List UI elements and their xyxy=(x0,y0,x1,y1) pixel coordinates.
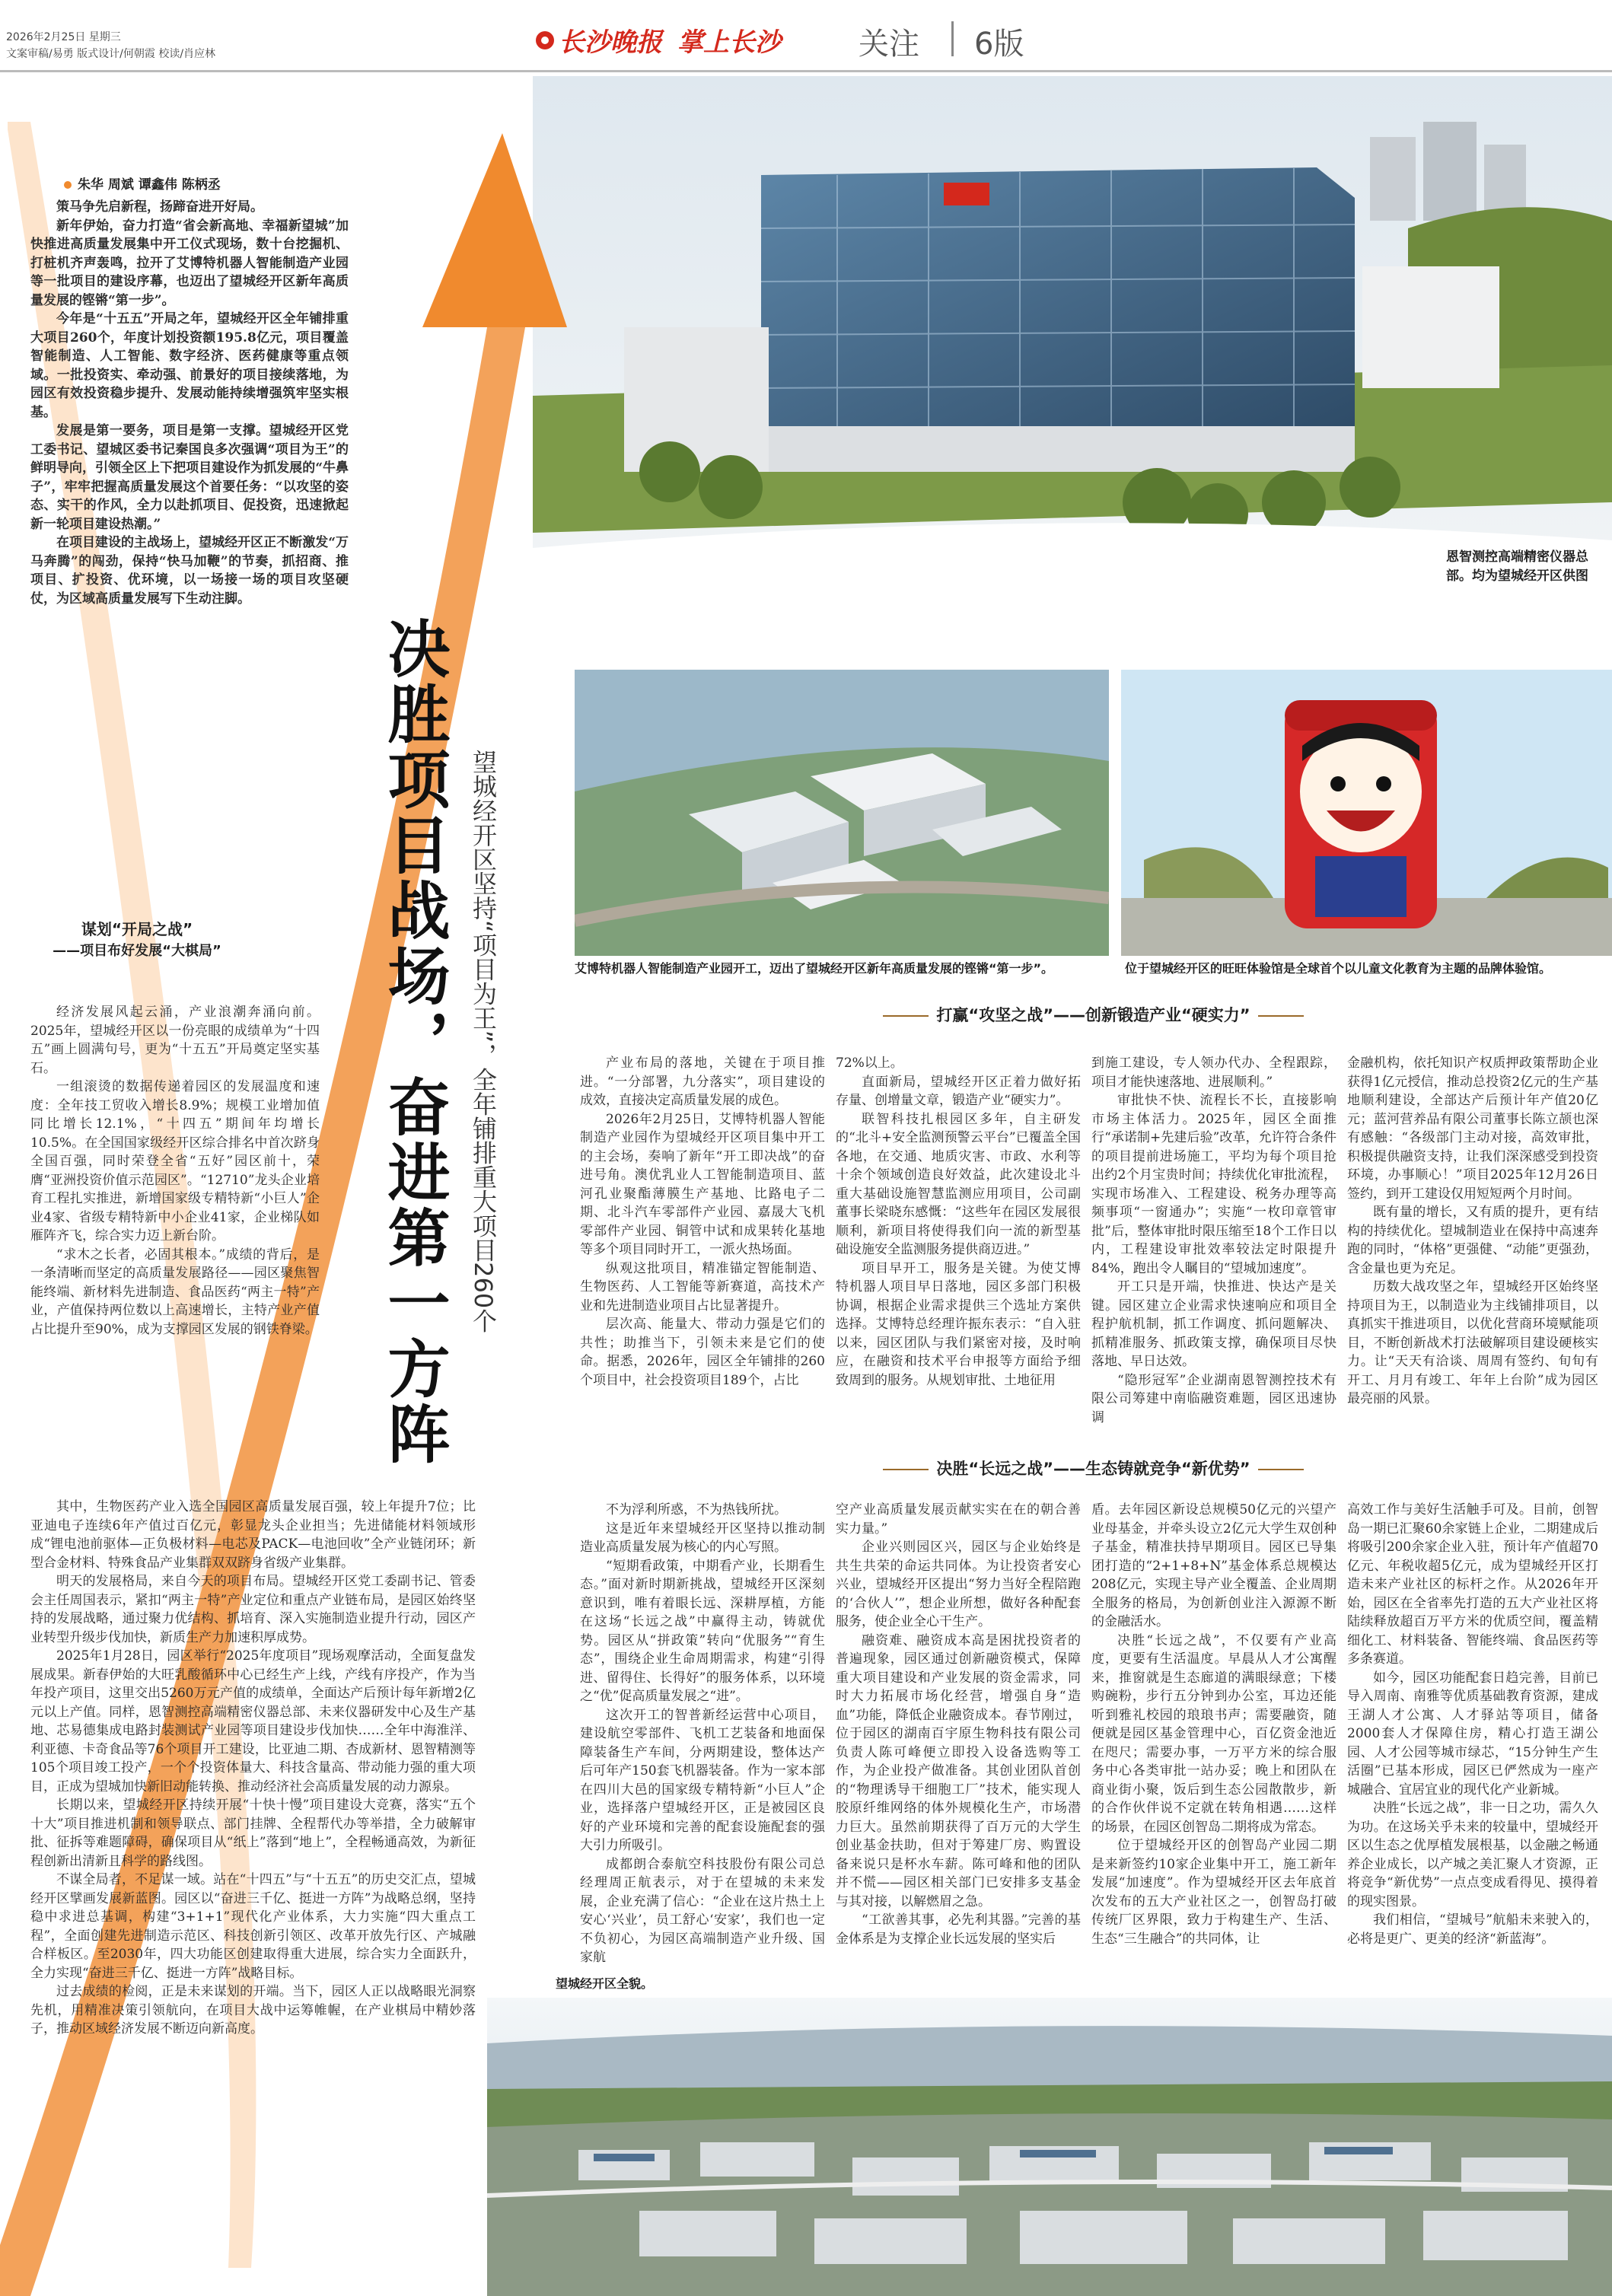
section2-paragraph: 项目早开工，服务是关键。为使艾博特机器人项目早日落地，园区多部门积极协调，根据企业需求提供三个选址方案供选择。艾博特总经理许振东表示：“自入驻以来，园区团队与我们紧密对接，及时响应，在融资和技术平台申报等方面给予细致周到的服务。从规划审批、土地征用 xyxy=(836,1260,1081,1388)
brand-app-name: 掌上长沙 xyxy=(677,27,781,58)
section3-paragraph: 如今，园区功能配套日趋完善，目前已导入周南、南雅等优质基础教育资源，建成王湖人才公寓、人才驿站等项目，储备2000套人才保障住房，精心打造王湖公园、人才公园等城市绿芯，“15分钟生产生活圈”已基本形成，园区已俨然成为一座产城融合、宜居宜业的现代化产业新城。 xyxy=(1347,1670,1598,1798)
section3-column xyxy=(1347,1501,1598,1948)
section3-paragraph: 决胜“长远之战”，不仅要有产业高度，更要有生活温度。早晨从人才公寓醒来，推窗就是生态廊道的满眼绿意；下楼购碗粉，步行五分钟到办公室，耳边还能听到雅礼校园的琅琅书声；需要融资，随便就是园区基金管理中心，百亿资金池近在咫尺；需要办事，一万平方米的综合服务中心各类审批一站办妥；晚上和团队在商业街小聚，饭后到生态公园散散步，新的合作伙伴说不定就在转角相遇……这样的场景，在园区创智岛二期将成为常态。 xyxy=(1091,1632,1336,1835)
intro-paragraph: 发展是第一要务，项目是第一支撑。望城经开区党工委书记、望城区委书记秦国良多次强调“项目为王”的鲜明导向，引领全区上下把项目建设作为抓发展的“牛鼻子”，牢牢把握高质量发展这个首要任务：“以攻坚的姿态、实干的作风，全力以赴抓项目、促投资，迅速掀起新一轮项目建设热潮。” xyxy=(30,423,349,532)
photo-caption-wangwang: 位于望城经开区的旺旺体验馆是全球首个以儿童文化教育为主题的品牌体验馆。 xyxy=(1125,961,1552,976)
section3-paragraph: 决胜“长远之战”，非一日之功，需久久为功。在这场关乎未来的较量中，望城经开区以生态之优厚植发展根基，以金融之畅通养企业成长，以产城之美汇聚人才资源，正将竞争“新优势”一点点变成看得见、摸得着的现实图景。 xyxy=(1347,1801,1598,1909)
section3-paragraph: 空产业高质量发展贡献实实在在的朝合善实力量。” xyxy=(836,1502,1081,1537)
section2-paragraph: “隐形冠军”企业湖南恩智测控技术有限公司筹建中南临融资难题，园区迅速协调 xyxy=(1091,1372,1336,1425)
masthead-rule xyxy=(0,70,1612,72)
section2-paragraph: 层次高、能量大、带动力强是它们的共性；助推当下，引领未来是它们的使命。据悉，2026年，园区全年铺排的260个项目中，社会投资项目189个，占比 xyxy=(580,1317,825,1388)
intro-paragraph: 新年伊始，奋力打造“省会新高地、幸福新望城”加快推进高质量发展集中开工仪式现场，数十台挖掘机、打桩机齐声轰鸣，拉开了艾博特机器人智能制造产业园等一批项目的建设序幕，也迈出了望城经开区新年高质量发展的铿锵“第一步”。 xyxy=(30,218,349,308)
section2-paragraph: 2026年2月25日，艾博特机器人智能制造产业园作为望城经开区项目集中开工的主会场，奏响了新年“开工即决战”的奋进号角。澳优乳业人工智能制造项目、蓝河孔业聚酯薄膜生产基地、比路电子二期、北斗汽车零部件产业园、嘉晟大飞机零部件产业园、铜管中试和成果转化基地等多个项目同时开工，一派火热场面。 xyxy=(580,1111,825,1257)
brand-logo xyxy=(534,21,781,59)
byline xyxy=(64,174,221,193)
section2-paragraph: 纵观这批项目，精准锚定智能制造、生物医药、人工智能等新赛道，高技术产业和先进制造业项目占比显著提升。 xyxy=(580,1260,825,1314)
aerial-city-icon xyxy=(487,1998,1612,2296)
section3-column xyxy=(1091,1501,1336,1948)
section3-paragraph: “短期看政策，中期看产业，长期看生态。”面对新时期新挑战，望城经开区深刻意识到，唯有着眼长远、深耕厚植，方能在这场“长远之战”中赢得主动，铸就优势。园区从“拼政策”转向“优服务”“育生态”，围绕企业生命周期需求，构建“引得进、留得住、长得好”的服务体系，以环境之“优”促高质量发展之“进”。 xyxy=(580,1558,825,1704)
section2-paragraph: 审批快不快、流程长不长，直接影响市场主体活力。2025年，园区全面推行“承诺制+先建后验”改革，允许符合条件的项目提前进场施工，平均为每个项目抢出约2个月宝贵时间；持续优化审批流程，实现市场准入、工程建设、税务办理等高频事项“一窗通办”；实施“一枚印章管审批”后，整体审批时限压缩至18个工作日以内，工程建设审批效率较法定时限提升84%，跑出令人瞩目的“望城加速度”。 xyxy=(1091,1093,1336,1276)
photo-caption-aerial: 望城经开区全貌。 xyxy=(556,1976,654,1991)
section2-paragraph: 产业布局的落地，关键在于项目推进。“一分部署，九分落实”，项目建设的成效，直接决定高质量发展的成色。 xyxy=(580,1056,825,1108)
section3-paragraph: 这是近年来望城经开区坚持以推动制造业高质量发展为核心的内心写照。 xyxy=(580,1521,825,1555)
section2-column xyxy=(1347,1054,1598,1409)
section3-paragraph: 位于望城经开区的创智岛产业园二期是来新签约10家企业集中开工，施工新年发展“加速度”。作为望城经开区去年底首次发布的五大产业社区之一，创智岛打破传统厂区界限，致力于构建生产、生活、生态“三生融合”的共同体，让 xyxy=(1091,1838,1336,1947)
section2-column xyxy=(580,1054,825,1390)
section2-paragraph: 直面新局，望城经开区正着力做好拓存量、创增量文章，锻造产业“硬实力”。 xyxy=(836,1074,1081,1108)
photo-caption-robot-park: 艾博特机器人智能制造产业园开工，迈出了望城经开区新年高质量发展的铿锵“第一步”。 xyxy=(575,961,1054,976)
section2-heading xyxy=(575,1003,1612,1026)
section3-paragraph: 融资难、融资成本高是困扰投资者的普遍现象，园区通过创新融资模式，保障重大项目建设和产业发展的资金需求，同时大力拓展市场化经营，增强自身“造血”功能，降低企业融资成本。春节刚过，位于园区的湖南百宇原生物科技有限公司负责人陈可峰便立即投入设备选购等工作，为企业投产做准备。其创业团队首创的“物理诱导干细胞工厂”技术，能实现人胶原纤维网络的体外规模化生产，市场潜力巨大。虽然前期获得了百万元的大学生创业基金扶助，但对于筹建厂房、购置设备来说只是杯水车薪。陈可峰和他的团队并不慌——园区相关部门已安排多支基金与其对接，以解燃眉之急。 xyxy=(836,1632,1081,1909)
page-number: 6版 xyxy=(974,27,1024,62)
section3-rule-right xyxy=(1258,1469,1304,1470)
section1-paragraph: 其中，生物医药产业入选全国园区高质量发展百强，较上年提升7位；比亚迪电子连续6年产值过百亿元，彰显龙头企业担当；先进储能材料领域形成“锂电池前驱体—正负极材料—电芯及PACK—电池回收”全产业链闭环；新型合金材料、特殊食品产业集群双双跻身省级产业集群。 xyxy=(30,1499,476,1571)
section1-paragraph: “求木之长者，必固其根本。”成绩的背后，是一条清晰而坚定的高质量发展路径——园区聚焦智能终端、新材料先进制造、食品医药“两主一特”产业，产值保持两位数以上高速增长，主特产业产值占比提升至90%，成为支撑园区发展的钢铁脊梁。 xyxy=(30,1247,320,1337)
section1-body xyxy=(30,1003,320,1339)
section2-column xyxy=(836,1054,1081,1390)
main-title: 决胜项目战场，奋进第一方阵 xyxy=(378,616,450,1467)
section3-paragraph: 高效工作与美好生活触手可及。目前，创智岛一期已汇聚60余家链上企业，二期建成后将吸引200余家企业入驻，预计年产值超70亿元、年税收超5亿元，成为望城经开区打造未来产业社区的标杆之作。从2026年开始，园区在全省率先打造的五大产业社区将陆续释放超百万平方米的优质空间，覆盖精细化工、材料装备、智能终端、食品医药等多条赛道。 xyxy=(1347,1502,1598,1667)
section1-title: 谋划“开局之战” xyxy=(81,920,193,938)
brand-name: 长沙晚报 xyxy=(559,27,662,58)
section1-paragraph: 2025年1月28日，园区举行“2025年度项目”现场观摩活动，全面复盘发展成果。新春伊始的大旺乳酸循环中心已经生产上线，产线有序投产，作为当年投产项目，这里交出5260万元产值的成绩单，全面达产后预计每年新增2亿元以上产值。同样，恩智测控高端精密仪器总部、未来仪器研发中心及生产基地、芯易德集成电路封装测试产业园等项目建设步伐加快……全年中海淮洋、利亚德、卡奇食品等76个项目开工建设，比亚迪二期、杏成新材、恩智精测等105个项目竣工投产，一个个投资体量大、科技含量高、带动能力强的重大项目，正成为望城加快新旧动能转换、推动经济社会高质量发展的动力源泉。 xyxy=(30,1648,476,1794)
section1-paragraph: 不谋全局者，不足谋一域。站在“十四五”与“十五五”的历史交汇点，望城经开区擘画发展新蓝图。园区以“奋进三千亿、挺进一方阵”为战略总纲，坚持稳中求进总基调，构建“3+1+1”现代化产业体系，大力实施“四大重点工程”，全面创建先进制造示范区、科技创新引领区、改革开放先行区、产城融合样板区。至2030年，四大功能区创建取得重大进展，综合实力全面跃升，全力实现“奋进三千亿、挺进一方阵”战略目标。 xyxy=(30,1872,476,1981)
section3-paragraph: 这次开工的智普新经运营中心项目，建设航空零部件、飞机工艺装备和地面保障装备生产车间，分两期建设，整体达产后可年产150套飞机器装备。作为一家本部在四川大邑的国家级专精特新“小巨人”企业，选择落户望城经开区，正是被园区良好的产业环境和完善的配套设施配套的强大引力所吸引。 xyxy=(580,1707,825,1853)
section1-paragraph: 过去成绩的检阅，正是未来谋划的开端。当下，园区人正以战略眼光洞察先机，用精准决策引领航向，在项目大战中运筹帷幄，在产业棋局中精妙落子，推动区域经济发展不断迈向新高度。 xyxy=(30,1984,476,2036)
section1-paragraph: 一组滚烫的数据传递着园区的发展温度和速度：全年技工贸收入增长8.9%；规模工业增加值同比增长12.1%，“十四五”期间年均增长10.5%。在全国国家级经开区综合排名中首次跻身全国百强，同时荣登全省“五好”园区前十，荣膺“亚洲投资价值示范园区”。“12710”龙头企业培育工程扎实推进，新增国家级专精特新“小巨人”企业4家、省级专精特新中小企业41家，企业梯队如雁阵齐飞，综合实力迈上新台阶。 xyxy=(30,1079,320,1244)
editors-line: 文案审稿/易勇 版式设计/何朝霞 校读/肖应林 xyxy=(6,48,216,60)
section2-paragraph: 既有量的增长，又有质的提升，更有结构的持续优化。望城制造业在保持中高速奔跑的同时，“体格”更强健、“动能”更强劲，含金量也更为充足。 xyxy=(1347,1205,1598,1276)
section3-title: 决胜“长远之战”——生态铸就竞争“新优势” xyxy=(936,1460,1250,1478)
wangwang-museum-photo xyxy=(1121,670,1612,956)
section3-paragraph: 成都朗合泰航空科技股份有限公司总经理周正航表示，对于在望城的未来发展，企业充满了信心：“企业在这片热土上安心‘兴业’，员工舒心‘安家’，我们也一定不负初心，为园区高端制造产业升级、国家航 xyxy=(580,1856,825,1965)
section2-column xyxy=(1091,1054,1336,1427)
aerial-view-photo xyxy=(487,1998,1612,2296)
section3-heading xyxy=(575,1457,1612,1479)
section2-paragraph: 金融机构，依托知识产权质押政策帮助企业获得1亿元授信，推动总投资2亿元的生产基地顺利建设，全部达产后预计年产值20亿元；蓝河营养品有限公司董事长陈立颉也深有感触：“各级部门主动对接，高效审批，积极提供融资支持，让我们深深感受到投资环境，办事顺心！”项目2025年12月26日签约，到开工建设仅用短短两个月时间。 xyxy=(1347,1056,1598,1202)
section3-paragraph: 企业兴则园区兴，园区与企业始终是共生共荣的命运共同体。为让投资者安心兴业，望城经开区提出“努力当好全程陪跑的‘合伙人’”，想企业所想，做好各种配套服务，使企业全心干生产。 xyxy=(836,1540,1081,1629)
wangwang-mascot-icon xyxy=(1121,670,1612,956)
section3-column xyxy=(580,1501,825,1967)
section2-paragraph: 72%以上。 xyxy=(836,1056,903,1071)
section2-paragraph: 到施工建设，专人领办代办、全程跟踪，项目才能快速落地、进展顺利。” xyxy=(1091,1056,1336,1090)
section3-paragraph: 不为浮利所惑，不为热钱所扰。 xyxy=(606,1502,787,1517)
photo-caption-headquarters: 恩智测控高端精密仪器总部。均为望城经开区供图 xyxy=(1446,549,1588,584)
section2-paragraph: 历数大战攻坚之年，望城经开区始终坚持项目为王，以制造业为主线铺排项目，以真抓实干推进项目，以优化营商环境赋能项目，不断创新战术打法破解项目建设硬核实力。让“天天有洽谈、周周有签约、旬旬有开工、月月有竣工、年年上台阶”成为园区最亮丽的风景。 xyxy=(1347,1279,1598,1406)
newspaper-logo-icon xyxy=(534,30,556,51)
section3-paragraph: 我们相信，“望城号”航船未来驶入的，必将是更广、更美的经济“新蓝海”。 xyxy=(1347,1912,1598,1947)
section1-paragraph: 长期以来，望城经开区持续开展“十快十慢”项目建设大竞赛，落实“五个十大”项目推进机制和领导联点、部门挂牌、全程帮代办等举措，全力破解审批、征拆等难题障碍，确保项目从“纸上”落到“地上”，全程畅通高效，为新征程创新出清新且科学的路线图。 xyxy=(30,1798,476,1869)
section2-rule-right xyxy=(1258,1015,1304,1017)
intro-paragraph: 今年是“十五五”开局之年，望城经开区全年铺排重大项目260个，年度计划投资额195.8亿元，项目覆盖智能制造、人工智能、数字经济、医药健康等重点领域。一批投资实、牵动强、前景好的项目接续落地，为园区有效投资稳步提升、发展动能持续增强筑牢坚实根基。 xyxy=(30,311,349,420)
section1-heading xyxy=(46,918,228,962)
subtitle: 望城经开区坚持“项目为王”，全年铺排重大项目260个 xyxy=(469,750,498,1333)
intro-paragraph: 在项目建设的主战场上，望城经开区正不断激发“万马奔腾”的闯劲，保持“快马加鞭”的节奏，抓招商、推项目、扩投资、优环境，以一场接一场的项目攻坚硬仗，为区域高质量发展写下生动注脚。 xyxy=(30,535,349,607)
section2-paragraph: 开工只是开端，快推进、快达产是关键。园区建立企业需求快速响应和项目全程护航机制，抓工作调度、抓问题解决、抓精准服务、抓政策支撑，确保项目尽快落地、早日达效。 xyxy=(1091,1279,1336,1369)
byline-authors: 朱华 周斌 谭鑫伟 陈柄丞 xyxy=(78,177,221,193)
section-label: 关注 xyxy=(859,27,919,62)
masthead xyxy=(0,0,1612,75)
intro-text xyxy=(30,198,349,608)
section2-paragraph: 联智科技扎根园区多年，自主研发的“北斗+安全监测预警云平台”已覆盖全国各地，在交通、地质灾害、市政、水利等十余个领域创造良好效益，此次建设北斗重大基础设施智慧监测应用项目，公司副董事长梁晓东感慨：“这些年在园区发展很顺利，新项目将使得我们向一流的新型基础设施安全监测服务提供商迈进。” xyxy=(836,1111,1081,1257)
section3-rule-left xyxy=(883,1469,929,1470)
section3-paragraph: 盾。去年园区新设总规模50亿元的兴望产业母基金，并牵头设立2亿元大学生双创种子基金，精准扶持早期项目。园区已导集团打造的“2+1+8+N”基金体系总规模达208亿元，实现主导产业全覆盖、企业周期全服务的格局，为创新创业注入源源不断的金融活水。 xyxy=(1091,1502,1336,1629)
intro-paragraph: 策马争先启新程，扬蹄奋进开好局。 xyxy=(56,199,263,215)
section1-paragraph: 明天的发展格局，来自今天的项目布局。望城经开区党工委副书记、管委会主任周国表示，紧扣“两主一特”产业定位和重点产业链布局，是园区始终坚持的发展战略，通过聚力优结构、抓培育、深入实施制造业提升行动，园区产业转型升级步伐加快，新质生产力加速积厚成势。 xyxy=(30,1574,476,1645)
section1-subtitle: ——项目布好发展“大棋局” xyxy=(53,943,221,959)
section3-paragraph: “工欲善其事，必先利其器。”完善的基金体系是为支撑企业长远发展的坚实后 xyxy=(836,1912,1081,1947)
byline-dot-icon xyxy=(64,181,72,189)
section2-title: 打赢“攻坚之战”——创新锻造产业“硬实力” xyxy=(936,1006,1250,1024)
section2-rule-left xyxy=(883,1015,929,1017)
date-line: 2026年2月25日 星期三 xyxy=(6,31,121,43)
section1-body-continued xyxy=(30,1498,476,2039)
section1-paragraph: 经济发展风起云涌，产业浪潮奔涌向前。2025年，望城经开区以一份亮眼的成绩单为“十四五”画上圆满句号，更为“十五五”开局奠定坚实基石。 xyxy=(30,1005,320,1076)
park-rendering-icon xyxy=(575,670,1109,956)
section-divider xyxy=(951,21,954,56)
robot-park-rendering-photo xyxy=(575,670,1109,956)
section3-column xyxy=(836,1501,1081,1948)
